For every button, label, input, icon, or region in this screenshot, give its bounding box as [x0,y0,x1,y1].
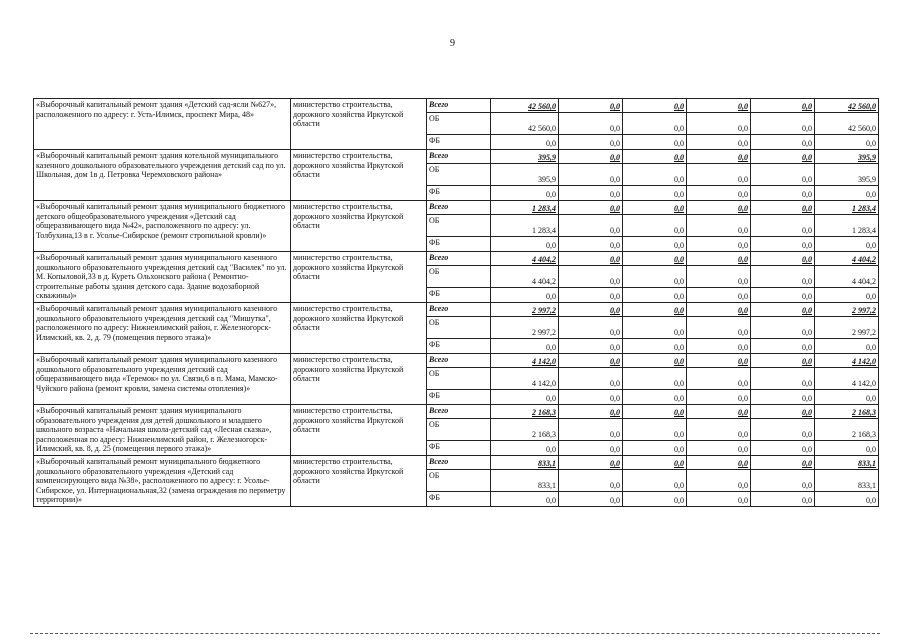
amount-cell: 0,0 [491,390,559,405]
executor-cell: министерство строительства, дорожного хозяйства Иркутской области [291,99,427,150]
object-description: «Выборочный капитальный ремонт здания котельной муниципального казенного дошкольного образовательного учреждения детский сад по ул. Школьная, дом 1в д. Петровка Черемховского района» [34,150,291,201]
amount-cell: 833,1 [815,456,879,470]
amount-cell: 2 168,3 [491,405,559,419]
executor-cell: министерство строительства, дорожного хозяйства Иркутской области [291,456,427,507]
amount-cell: 0,0 [559,150,623,164]
object-description: «Выборочный капитальный ремонт здания «Детский сад-ясли №627», расположенного по адресу: г. Усть-Илимск, проспект Мира, 48» [34,99,291,150]
amount-cell: 0,0 [751,441,815,456]
object-description: «Выборочный капитальный ремонт здания муниципального бюджетного детского общеобразовательного учреждения «Детский сад общеразвивающего вида №42», расположенного по адресу: ул. Толбухина,13 в г. Усолье-Сибирское (ремонт стропильной кровли)» [34,201,291,252]
amount-cell: 0,0 [559,266,623,288]
amount-cell: 0,0 [751,266,815,288]
funding-source-cell: ФБ [427,288,491,303]
amount-cell: 2 168,3 [815,405,879,419]
amount-cell: 0,0 [687,288,751,303]
funding-source-cell: ФБ [427,339,491,354]
funding-source-cell: ОБ [427,419,491,441]
amount-cell: 0,0 [751,470,815,492]
table-row [34,99,879,113]
amount-cell: 2 997,2 [491,317,559,339]
amount-cell: 833,1 [491,456,559,470]
funding-source-cell: Всего [427,99,491,113]
amount-cell: 0,0 [559,456,623,470]
amount-cell: 4 404,2 [815,252,879,266]
table-row [34,252,879,266]
amount-cell: 0,0 [751,354,815,368]
amount-cell: 0,0 [815,339,879,354]
amount-cell: 0,0 [687,237,751,252]
amount-cell: 0,0 [687,317,751,339]
funding-source-cell: ОБ [427,470,491,492]
amount-cell: 0,0 [687,405,751,419]
funding-source-cell: ФБ [427,492,491,507]
amount-cell: 0,0 [815,441,879,456]
amount-cell: 4 142,0 [491,368,559,390]
amount-cell: 0,0 [687,266,751,288]
amount-cell: 0,0 [623,354,687,368]
object-description: «Выборочный капитальный ремонт муниципального бюджетного дошкольного образовательного учреждения «Детский сад компенсирующего вида №38», расположенного по адресу: г. Усолье-Сибирское, ул. Интернациональная,32 (замена ограждения по периметру территории)» [34,456,291,507]
funding-source-cell: ФБ [427,441,491,456]
executor-cell: министерство строительства, дорожного хозяйства Иркутской области [291,201,427,252]
amount-cell: 0,0 [815,390,879,405]
amount-cell: 2 168,3 [815,419,879,441]
funding-source-cell: ОБ [427,368,491,390]
amount-cell: 0,0 [687,99,751,113]
amount-cell: 0,0 [623,368,687,390]
amount-cell: 0,0 [559,441,623,456]
amount-cell: 0,0 [491,288,559,303]
amount-cell: 833,1 [815,470,879,492]
amount-cell: 42 560,0 [815,113,879,135]
amount-cell: 0,0 [687,390,751,405]
amount-cell: 395,9 [491,164,559,186]
amount-cell: 0,0 [751,215,815,237]
amount-cell: 1 283,4 [815,201,879,215]
amount-cell: 0,0 [751,419,815,441]
amount-cell: 0,0 [559,135,623,150]
amount-cell: 4 404,2 [491,266,559,288]
amount-cell: 0,0 [559,303,623,317]
amount-cell: 0,0 [687,186,751,201]
funding-source-cell: Всего [427,201,491,215]
amount-cell: 0,0 [623,99,687,113]
amount-cell: 0,0 [623,215,687,237]
amount-cell: 0,0 [687,354,751,368]
executor-cell: министерство строительства, дорожного хозяйства Иркутской области [291,354,427,405]
funding-source-cell: Всего [427,303,491,317]
amount-cell: 0,0 [623,164,687,186]
amount-cell: 0,0 [623,201,687,215]
amount-cell: 42 560,0 [491,113,559,135]
amount-cell: 1 283,4 [815,215,879,237]
object-description: «Выборочный капитальный ремонт здания муниципального казенного дошкольного образовательного учреждения детский сад "Мишутка", расположенного по адресу: Нижнеилимский район, г. Железногорск-Илимский, кв. 2, д. 79 (помещения первого этажа)» [34,303,291,354]
amount-cell: 0,0 [751,339,815,354]
amount-cell: 0,0 [751,164,815,186]
amount-cell: 0,0 [751,135,815,150]
amount-cell: 0,0 [687,252,751,266]
funding-source-cell: ОБ [427,266,491,288]
amount-cell: 0,0 [559,390,623,405]
funding-source-cell: ФБ [427,390,491,405]
amount-cell: 4 142,0 [815,368,879,390]
funding-source-cell: ОБ [427,317,491,339]
amount-cell: 0,0 [623,288,687,303]
amount-cell: 0,0 [687,215,751,237]
page-number: 9 [450,38,455,49]
amount-cell: 4 142,0 [491,354,559,368]
table-row [34,456,879,470]
budget-table [33,98,879,507]
amount-cell: 0,0 [815,237,879,252]
executor-cell: министерство строительства, дорожного хозяйства Иркутской области [291,150,427,201]
funding-source-cell: Всего [427,252,491,266]
amount-cell: 0,0 [623,135,687,150]
amount-cell: 4 404,2 [491,252,559,266]
amount-cell: 0,0 [751,237,815,252]
amount-cell: 0,0 [623,492,687,507]
amount-cell: 0,0 [751,303,815,317]
amount-cell: 0,0 [623,339,687,354]
amount-cell: 0,0 [751,368,815,390]
funding-source-cell: ОБ [427,215,491,237]
amount-cell: 0,0 [623,252,687,266]
amount-cell: 0,0 [687,113,751,135]
amount-cell: 0,0 [559,164,623,186]
amount-cell: 0,0 [491,492,559,507]
amount-cell: 2 168,3 [491,419,559,441]
funding-source-cell: Всего [427,150,491,164]
amount-cell: 0,0 [623,237,687,252]
amount-cell: 0,0 [751,288,815,303]
funding-source-cell: Всего [427,354,491,368]
amount-cell: 0,0 [491,186,559,201]
amount-cell: 0,0 [491,441,559,456]
amount-cell: 0,0 [623,419,687,441]
funding-source-cell: Всего [427,405,491,419]
page-bottom-edge [30,633,880,634]
amount-cell: 0,0 [559,186,623,201]
amount-cell: 0,0 [559,252,623,266]
table-row [34,150,879,164]
amount-cell: 4 404,2 [815,266,879,288]
amount-cell: 0,0 [687,201,751,215]
amount-cell: 0,0 [623,441,687,456]
amount-cell: 0,0 [559,215,623,237]
amount-cell: 0,0 [751,150,815,164]
amount-cell: 4 142,0 [815,354,879,368]
amount-cell: 0,0 [559,354,623,368]
amount-cell: 0,0 [687,164,751,186]
amount-cell: 0,0 [687,368,751,390]
executor-cell: министерство строительства, дорожного хозяйства Иркутской области [291,405,427,456]
amount-cell: 0,0 [559,405,623,419]
amount-cell: 0,0 [623,456,687,470]
amount-cell: 0,0 [687,339,751,354]
amount-cell: 0,0 [623,186,687,201]
amount-cell: 2 997,2 [491,303,559,317]
amount-cell: 0,0 [623,303,687,317]
amount-cell: 0,0 [623,390,687,405]
executor-cell: министерство строительства, дорожного хозяйства Иркутской области [291,303,427,354]
amount-cell: 0,0 [815,288,879,303]
amount-cell: 2 997,2 [815,317,879,339]
amount-cell: 833,1 [491,470,559,492]
amount-cell: 0,0 [751,201,815,215]
amount-cell: 0,0 [687,303,751,317]
table-body [34,99,879,507]
table-row [34,405,879,419]
amount-cell: 0,0 [751,113,815,135]
amount-cell: 42 560,0 [815,99,879,113]
amount-cell: 0,0 [491,237,559,252]
funding-source-cell: ФБ [427,186,491,201]
amount-cell: 0,0 [623,113,687,135]
amount-cell: 0,0 [815,492,879,507]
funding-source-cell: ФБ [427,237,491,252]
amount-cell: 0,0 [623,470,687,492]
amount-cell: 0,0 [751,405,815,419]
amount-cell: 0,0 [559,237,623,252]
executor-cell: министерство строительства, дорожного хозяйства Иркутской области [291,252,427,303]
amount-cell: 0,0 [559,317,623,339]
amount-cell: 0,0 [815,135,879,150]
amount-cell: 0,0 [687,492,751,507]
amount-cell: 0,0 [559,339,623,354]
funding-source-cell: ФБ [427,135,491,150]
table-row [34,354,879,368]
amount-cell: 0,0 [623,317,687,339]
amount-cell: 0,0 [623,405,687,419]
amount-cell: 0,0 [751,317,815,339]
table-row [34,201,879,215]
amount-cell: 0,0 [751,492,815,507]
amount-cell: 395,9 [815,150,879,164]
object-description: «Выборочный капитальный ремонт здания муниципального казенного дошкольного образовательного учреждения детский сад "Василек" по ул. М. Копыловой,33 в д. Куреть Ольхонского района ( Ремонтно-строительные работы здания детского сада. Здание водозаборной скважины)» [34,252,291,303]
amount-cell: 0,0 [687,135,751,150]
amount-cell: 0,0 [559,113,623,135]
amount-cell: 0,0 [687,441,751,456]
amount-cell: 0,0 [623,266,687,288]
amount-cell: 0,0 [623,150,687,164]
amount-cell: 0,0 [559,201,623,215]
amount-cell: 395,9 [815,164,879,186]
amount-cell: 0,0 [751,390,815,405]
table-row [34,303,879,317]
amount-cell: 1 283,4 [491,215,559,237]
amount-cell: 2 997,2 [815,303,879,317]
amount-cell: 42 560,0 [491,99,559,113]
funding-source-cell: ОБ [427,113,491,135]
amount-cell: 0,0 [559,368,623,390]
object-description: «Выборочный капитальный ремонт здания муниципального образовательного учреждения для детей дошкольного и младшего школьного возраста «Начальная школа-детский сад «Лесная сказка», расположенная по адресу: Нижнеилимский район, г. Железногорск-Илимский, кв. 8, д. 25 (помещения первого этажа)» [34,405,291,456]
object-description: «Выборочный капитальный ремонт здания муниципального казенного дошкольного образовательного учреждения детский сад общеразвивающего вида «Теремок» по ул. Связи,6 в п. Мама, Мамско-Чуйского района (ремонт кровли, замена системы отопления)» [34,354,291,405]
amount-cell: 0,0 [687,419,751,441]
amount-cell: 0,0 [751,252,815,266]
amount-cell: 0,0 [559,288,623,303]
amount-cell: 0,0 [559,99,623,113]
amount-cell: 0,0 [491,339,559,354]
amount-cell: 0,0 [491,135,559,150]
amount-cell: 0,0 [559,492,623,507]
amount-cell: 0,0 [687,150,751,164]
amount-cell: 0,0 [751,186,815,201]
amount-cell: 1 283,4 [491,201,559,215]
funding-source-cell: ОБ [427,164,491,186]
amount-cell: 0,0 [559,470,623,492]
amount-cell: 0,0 [687,456,751,470]
amount-cell: 0,0 [815,186,879,201]
funding-source-cell: Всего [427,456,491,470]
amount-cell: 395,9 [491,150,559,164]
amount-cell: 0,0 [559,419,623,441]
amount-cell: 0,0 [687,470,751,492]
amount-cell: 0,0 [751,456,815,470]
amount-cell: 0,0 [751,99,815,113]
